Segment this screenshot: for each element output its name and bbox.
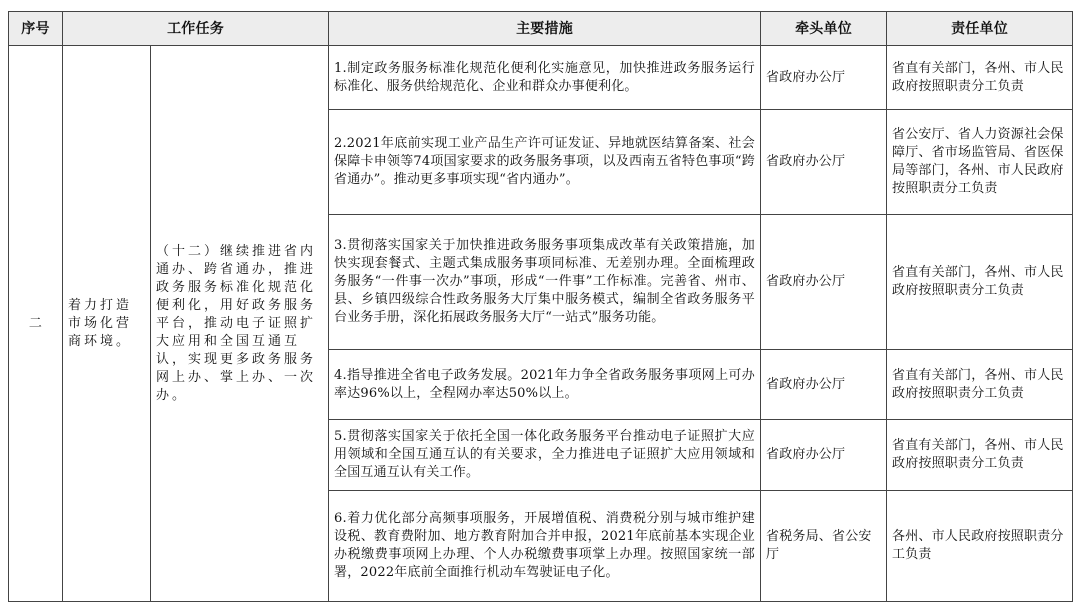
measure-cell: 6.着力优化部分高频事项服务，开展增值税、消费税分别与城市维护建设税、教育费附加、地方教育附加合并申报，2021年底前基本实现企业办税缴费事项网上办理、个人办税缴费事项掌上办理。按照国家统一部署，2022年底前全面推行机动车驾驶证电子化。 — [329, 491, 761, 602]
header-seq: 序号 — [9, 12, 63, 46]
lead-cell: 省政府办公厅 — [761, 110, 887, 215]
measure-cell: 4.指导推进全省电子政务发展。2021年力争全省政务服务事项网上可办率达96%以上，全程网办率达50%以上。 — [329, 350, 761, 420]
seq-cell: 二 — [9, 46, 63, 602]
header-lead: 牵头单位 — [761, 12, 887, 46]
resp-cell: 省直有关部门，各州、市人民政府按照职责分工负责 — [887, 420, 1073, 491]
lead-cell: 省政府办公厅 — [761, 215, 887, 350]
measure-cell: 2.2021年底前实现工业产品生产许可证发证、异地就医结算备案、社会保障卡申领等74项国家要求的政务服务事项，以及西南五省特色事项“跨省通办”。推动更多事项实现“省内通办”。 — [329, 110, 761, 215]
resp-cell: 省公安厅、省人力资源社会保障厅、省市场监管局、省医保局等部门，各州、市人民政府按照职责分工负责 — [887, 110, 1073, 215]
header-resp: 责任单位 — [887, 12, 1073, 46]
resp-cell: 省直有关部门，各州、市人民政府按照职责分工负责 — [887, 350, 1073, 420]
task-main-cell: 着力打造市场化营商环境。 — [63, 46, 151, 602]
task-sub-cell: （十二）继续推进省内通办、跨省通办，推进政务服务标准化规范化便利化，用好政务服务平台，推动电子证照扩大应用和全国互通互认，实现更多政务服务网上办、掌上办、一次办。 — [151, 46, 329, 602]
resp-cell: 各州、市人民政府按照职责分工负责 — [887, 491, 1073, 602]
header-task: 工作任务 — [63, 12, 329, 46]
task-table — [8, 11, 1073, 602]
measure-cell: 5.贯彻落实国家关于依托全国一体化政务服务平台推动电子证照扩大应用领域和全国互通互认的有关要求，全力推进电子证照扩大应用领域和全国互通互认有关工作。 — [329, 420, 761, 491]
resp-cell: 省直有关部门，各州、市人民政府按照职责分工负责 — [887, 215, 1073, 350]
resp-cell: 省直有关部门，各州、市人民政府按照职责分工负责 — [887, 46, 1073, 110]
header-measures: 主要措施 — [329, 12, 761, 46]
lead-cell: 省政府办公厅 — [761, 350, 887, 420]
header-row — [9, 12, 1073, 46]
lead-cell: 省政府办公厅 — [761, 46, 887, 110]
lead-cell: 省政府办公厅 — [761, 420, 887, 491]
measure-cell: 1.制定政务服务标准化规范化便利化实施意见，加快推进政务服务运行标准化、服务供给规范化、企业和群众办事便利化。 — [329, 46, 761, 110]
measure-cell: 3.贯彻落实国家关于加快推进政务服务事项集成改革有关政策措施，加快实现套餐式、主题式集成服务事项同标准、无差别办理。全面梳理政务服务“一件事一次办”事项，形成“一件事”工作标准。完善省、州市、县、乡镇四级综合性政务服务大厅集中服务模式，编制全省政务服务平台业务手册，深化拓展政务服务大厅“一站式”服务功能。 — [329, 215, 761, 350]
table-row — [9, 46, 1073, 110]
lead-cell: 省税务局、省公安厅 — [761, 491, 887, 602]
